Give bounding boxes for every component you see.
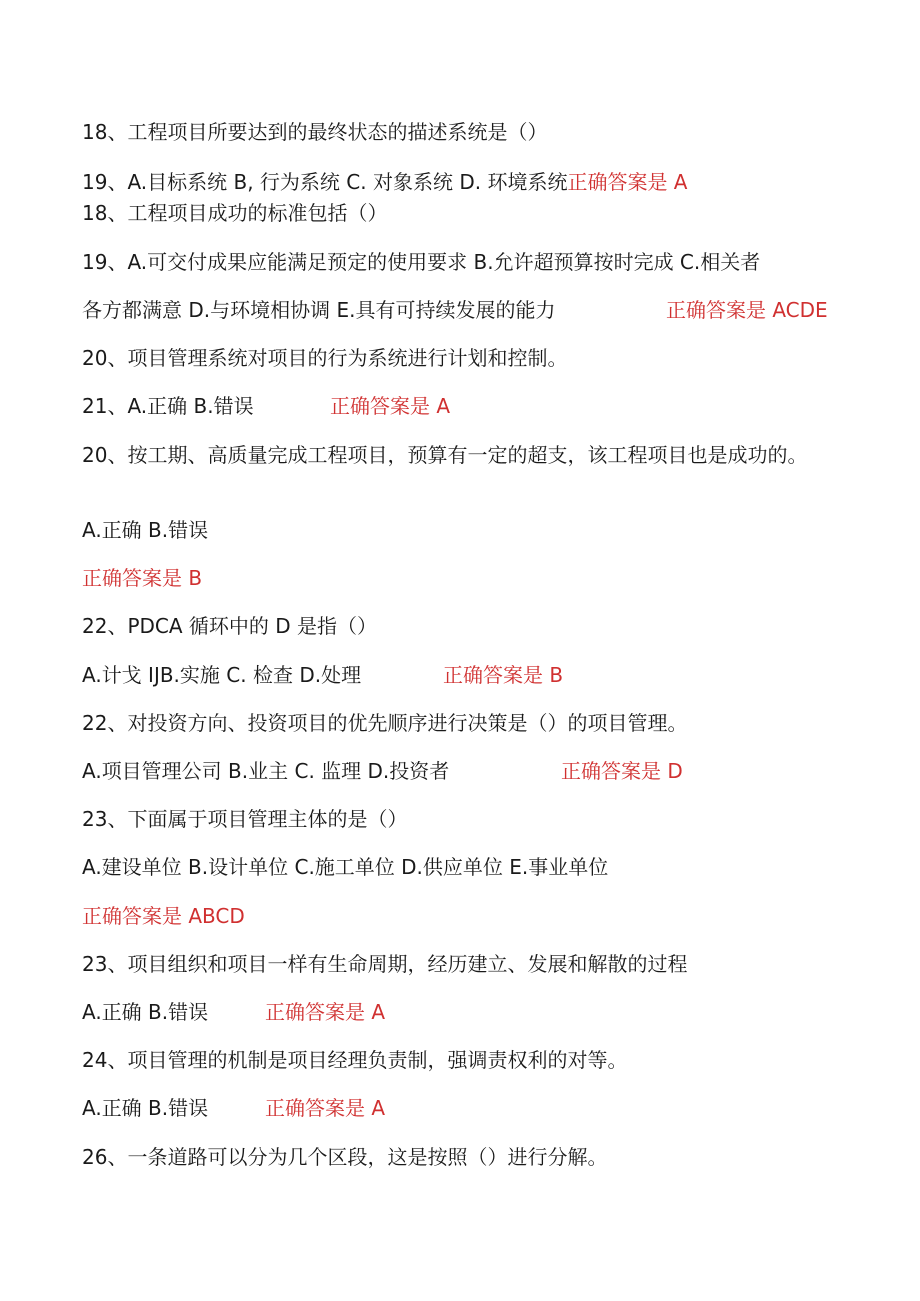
question-text: 18、工程项目成功的标准包括（） [82,201,388,225]
question-text: 18、工程项目所要达到的最终状态的描述系统是（） [82,120,548,144]
question-18-stem [82,118,872,146]
question-24-stem [82,1046,872,1074]
question-text: A.正确 B.错误 [82,1096,209,1120]
answer-line-b [82,564,872,592]
question-text: 22、对投资方向、投资项目的优先顺序进行决策是（）的项目管理。 [82,711,688,735]
question-24-options [82,1094,872,1122]
question-19-options [82,168,872,196]
answer-text: 正确答案是 A [567,170,688,194]
question-text: A.建设单位 B.设计单位 C.施工单位 D.供应单位 E.事业单位 [82,855,609,879]
question-18-stem-2 [82,199,872,227]
answer-text: 正确答案是 B [443,663,564,687]
question-text: A.正确 B.错误 [82,518,209,542]
question-20-stem [82,344,872,372]
answer-text: 正确答案是 A [330,394,451,418]
question-text: A.项目管理公司 B.业主 C. 监理 D.投资者 [82,759,450,783]
answer-text: 正确答案是 D [561,759,683,783]
answer-text: 正确答案是 ACDE [666,298,828,322]
question-text: 23、项目组织和项目一样有生命周期，经历建立、发展和解散的过程 [82,952,688,976]
question-22-options-2 [82,757,872,785]
question-text: 19、A.目标系统 B, 行为系统 C. 对象系统 D. 环境系统 [82,170,568,194]
question-text: 20、项目管理系统对项目的行为系统进行计划和控制。 [82,346,568,370]
question-19-options-2b [82,296,872,324]
question-22-stem [82,612,872,640]
question-text: A.计戈 IJB.实施 C. 检查 D.处理 [82,663,362,687]
question-text: 26、一条道路可以分为几个区段，这是按照（）进行分解。 [82,1145,608,1169]
question-20-stem-2 [82,441,822,469]
question-text: 22、PDCA 循环中的 D 是指（） [82,614,378,638]
question-text: 24、项目管理的机制是项目经理负责制，强调责权利的对等。 [82,1048,628,1072]
answer-text: 正确答案是 A [265,1096,386,1120]
question-text: 19、A.可交付成果应能满足预定的使用要求 B.允许超预算按时完成 C.相关者 [82,250,761,274]
answer-line-abcd [82,902,872,930]
answer-text: 正确答案是 B [82,566,203,590]
question-19-options-2a [82,248,872,276]
question-23-stem-2 [82,950,872,978]
question-23-stem [82,805,872,833]
answer-text: 正确答案是 A [265,1000,386,1024]
question-text: 23、下面属于项目管理主体的是（） [82,807,408,831]
question-text: A.正确 B.错误 [82,1000,209,1024]
question-26-stem [82,1143,872,1171]
question-text: 20、按工期、高质量完成工程项目，预算有一定的超支，该工程项目也是成功的。 [82,443,808,467]
answer-text: 正确答案是 ABCD [82,904,245,928]
question-23-options-2 [82,998,872,1026]
question-23-options [82,853,872,881]
question-text: 21、A.正确 B.错误 [82,394,254,418]
question-text: 各方都满意 D.与环境相协调 E.具有可持续发展的能力 [82,298,556,322]
question-22-stem-2 [82,709,872,737]
question-20-options-2 [82,516,872,544]
question-21-options [82,392,872,420]
question-22-options [82,661,872,689]
